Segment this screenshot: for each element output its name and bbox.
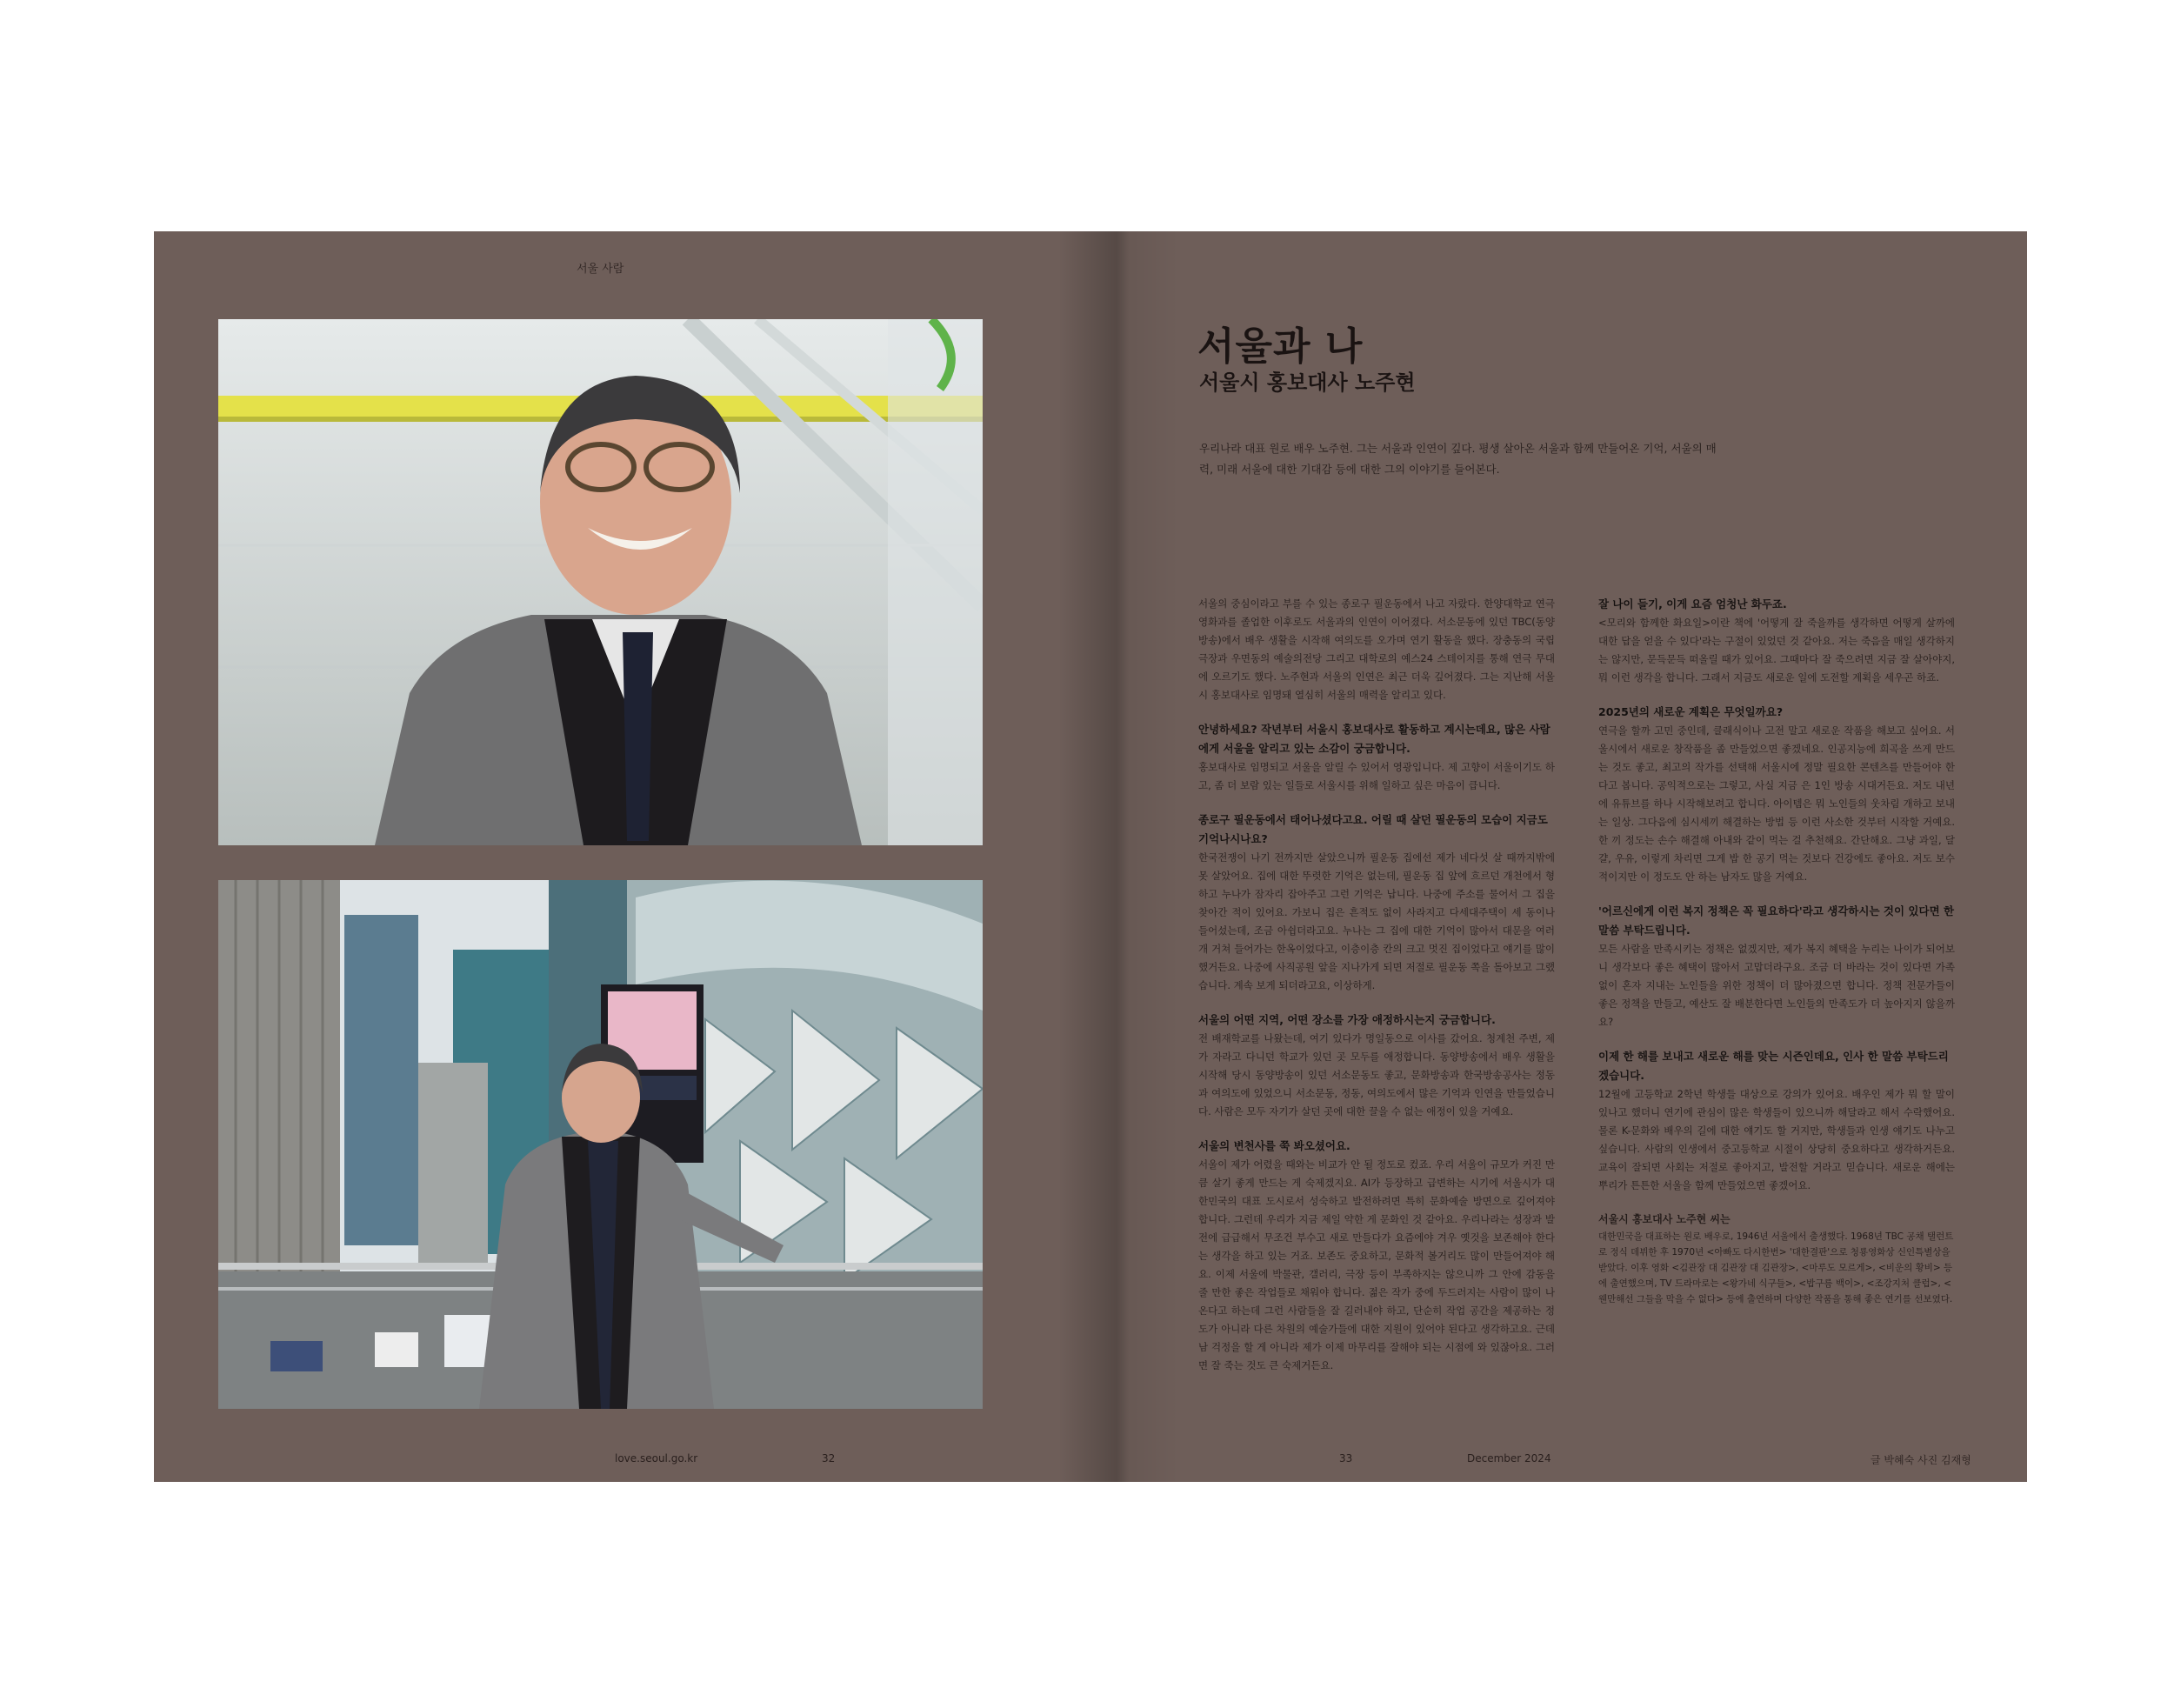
answer: 연극을 할까 고민 중인데, 클래식이나 고전 말고 새로운 작품을 해보고 싶어요. 서울시에서 새로운 창작품을 좀 만들었으면 좋겠네요. 인공지능에 희곡을 쓰게 만드는 것도 좋고, 최고의 작가를 선택해 서울시에 정말 필요한 콘텐츠를 만들어야 한다고 봅니다. 공익적으로는 그렇고, 사실 지금 은 1인 방송 시대거든요. 저도 내년에 유튜브를 하나 시작해보려고 합니다. 아이템은 뭐 노인들의 웃차림 개하고 보내는 일상. 그다음에 심시세끼 해결하는 방법 등 이런 사소한 것부터 시작할 거예요. 한 끼 정도는 손수 해결해 아내와 같이 먹는 걸 추천해요. 간단해요. 그냥 과일, 달걀, 우유, 이렇게 차리면 그게 밥 한 공기 먹는 것보다 건강에도 좋아요. 저도 보수적이지만 이 정도도 안 하는 남자도 많을 거예요.	[1598, 724, 1955, 883]
article-subtitle: 서울시 홍보대사 노주현	[1199, 370, 1416, 395]
bio-text: 대한민국을 대표하는 원로 배우로, 1946년 서울에서 출생했다. 1968년 TBC 공채 탤런트로 정식 데뷔한 후 1970년 <아빠도 다시한번> '대한결판'으로 청룡영화상 신인특별상을 받았다. 이후 영화 <김관장 대 김관장 대 김관장>, <마루도 모르게>, <비운의 황비> 등에 출연했으며, TV 드라마로는 <왕가네 식구들>, <밥구름 백이>, <조강지처 클럽>, <웬만해선 그들을 막을 수 없다> 등에 출연하며 다양한 작품을 통해 좋은 연기를 선보였다.	[1598, 1231, 1954, 1304]
question: 잘 나이 들기, 이게 요즘 엄청난 화두죠.	[1598, 597, 1787, 610]
question: 서울의 어떤 지역, 어떤 장소를 가장 애정하시는지 궁금합니다.	[1198, 1013, 1496, 1026]
credits: 글 박혜숙 사진 김재형	[1871, 1454, 1971, 1466]
page-number-right: 33	[1339, 1452, 1353, 1464]
question: 이제 한 해를 보내고 새로운 해를 맞는 시즌인데요, 인사 한 말씀 부탁드리겠습니다.	[1598, 1050, 1949, 1082]
article-title: 서울과 나	[1197, 324, 1364, 369]
answer: 한국전쟁이 나기 전까지만 살았으니까 필운동 집에선 제가 네다섯 살 때까지밖에 못 살았어요. 집에 대한 뚜렷한 기억은 없는데, 필운동 집 앞에 흐르던 개천에서 형하고 누나가 잠자리 잡아주고 그런 기억은 납니다. 나중에 주소를 물어서 그 집을 찾아간 적이 있어요. 가보니 집은 흔적도 없이 사라지고 다세대주택이 세 동이나 들어섰는데, 조금 아쉽더라고요. 누나는 그 집에 대한 기억이 많아서 대문을 여러 개 거쳐 들어가는 한옥이었다고, 이층이층 칸의 크고 멋진 집이었다고 얘기를 많이 했거든요. 나중에 사직공원 앞을 지나가게 되면 저절로 필운동 쪽을 돌아보고 그랬습니다. 계속 보게 되더라고요, 이상하게.	[1198, 851, 1555, 991]
question: 안녕하세요? 작년부터 서울시 홍보대사로 활동하고 계시는데요, 많은 사람에게 서울을 알리고 있는 소감이 궁금합니다.	[1198, 723, 1550, 755]
page-number-left: 32	[822, 1452, 836, 1464]
answer: 모든 사람을 만족시키는 정책은 없겠지만, 제가 복지 혜택을 누리는 나이가 되어보니 생각보다 좋은 혜택이 많아서 고맙더라구요. 조금 더 바라는 것이 있다면 가족 없이 혼자 지내는 노인들을 위한 정책이 더 많아졌으면 합니다. 정책 전문가들이 좋은 정책을 만들고, 예산도 잘 배분한다면 노인들의 만족도가 더 높아지지 않을까요?	[1598, 943, 1955, 1028]
intro-paragraph: 서울의 중심이라고 부를 수 있는 종로구 필운동에서 나고 자랐다. 한양대학교 연극영화과를 졸업한 이후로도 서울과의 인연이 이어졌다. 서소문동에 있던 TBC(동양방송)에서 배우 생활을 시작해 여의도를 오가며 연기 활동을 했다. 장충동의 국립극장과 우면동의 예술의전당 그리고 대학로의 예스24 스테이지를 통해 연극 무대에 오르기도 했다. 노주현과 서울의 인연은 최근 더욱 깊어졌다. 그는 지난해 서울시 홍보대사로 임명돼 열심히 서울의 매력을 알리고 있다.	[1198, 597, 1555, 701]
article-column-right	[1598, 595, 1955, 1307]
page-gutter	[1058, 231, 1180, 1482]
answer: 12월에 고등학교 2학년 학생들 대상으로 강의가 있어요. 배우인 제가 뭐 할 말이 있나고 했더니 연기에 관심이 많은 학생들이 있으니까 해달라고 해서 수락했어요. 물론 K-문화와 배우의 길에 대한 얘기도 할 거지만, 학생들과 인생 얘기도 나누고 싶습니다. 사람의 인생에서 중고등학교 시절이 상당히 중요하다고 생각하거든요. 교육이 잘되면 사회는 저절로 좋아지고, 발전할 거라고 믿습니다. 새로운 해에는 뿌리가 튼튼한 서울을 함께 만들었으면 좋겠어요.	[1598, 1088, 1955, 1191]
question: 2025년의 새로운 계획은 무엇일까요?	[1598, 705, 1784, 718]
magazine-spread	[154, 231, 2027, 1482]
article-column-left	[1198, 595, 1555, 1391]
answer: 홍보대사로 임명되고 서울을 알릴 수 있어서 영광입니다. 제 고향이 서울이기도 하고, 좀 더 보람 있는 일들로 서울시를 위해 일하고 싶은 마음이 큽니다.	[1198, 761, 1555, 791]
section-label: 서울 사람	[577, 263, 624, 276]
answer: <모리와 함께한 화요일>이란 책에 '어떻게 잘 죽을까를 생각하면 어떻게 살까에 대한 답을 얻을 수 있다'라는 구절이 있었던 것 같아요. 저는 죽음을 매일 생각하지는 않지만, 문득문득 떠올릴 때가 있어요. 그때마다 잘 죽으려면 지금 잘 살아야지, 뭐 이런 생각을 합니다. 그래서 지금도 새로운 일에 도전할 계획을 세우곤 하죠.	[1598, 617, 1955, 684]
footer-url: love.seoul.go.kr	[615, 1452, 698, 1464]
question: 종로구 필운동에서 태어나셨다고요. 어릴 때 살던 필운동의 모습이 지금도 기억나시나요?	[1198, 813, 1548, 845]
question: 서울의 변천사를 쭉 봐오셨어요.	[1198, 1139, 1350, 1152]
bio-title: 서울시 홍보대사 노주현 씨는	[1598, 1213, 1731, 1225]
interview-photo-portrait	[218, 319, 983, 845]
photo-city-illustration	[218, 880, 983, 1409]
answer: 서울이 제가 어렸을 때와는 비교가 안 될 정도로 컸죠. 우리 서울이 규모가 커진 만큼 살기 좋게 만드는 게 숙제겠지요. AI가 등장하고 급변하는 시기에 서울시가 대한민국의 대표 도시로서 성숙하고 발전하려면 특히 문화예술 방면으로 깊어져야 합니다. 그런데 우리가 지금 제일 약한 게 문화인 것 같아요. 우리나라는 성장과 발전에 급급해서 무조건 부수고 새로 만들다가 요즘에야 겨우 옛것을 보존해야 한다는 생각을 하고 있는 거죠. 보존도 중요하고, 문화적 볼거리도 많이 만들어져야 해요. 이제 서울에 박물관, 갤러리, 극장 등이 부족하지는 않으니까 그 안에 감동을 줄 만한 좋은 작업들로 채워야 합니다. 젊은 작가 중에 두드러지는 사람이 많이 나온다고 하는데 그런 사람들을 잘 길러내야 하고, 단순히 작업 공간을 제공하는 정도가 아니라 다른 차원의 예술가들에 대한 지원이 있어야 된다고 생각하고요. 근데 남 걱정을 할 게 아니라 제가 이제 마무리를 잘해야 되는 시점에 와 있잖아요. 그러면 잘 죽는 것도 큰 숙제거든요.	[1198, 1158, 1555, 1371]
question: '어르신에게 이런 복지 정책은 꼭 필요하다'라고 생각하시는 것이 있다면 한 말씀 부탁드립니다.	[1598, 904, 1955, 937]
issue-date: December 2024	[1467, 1452, 1551, 1464]
photo-portrait-illustration	[218, 319, 983, 845]
answer: 전 배재학교를 나왔는데, 여기 있다가 명일동으로 이사를 갔어요. 청계천 주변, 제가 자라고 다니던 학교가 있던 곳 모두를 애정합니다. 동양방송에서 배우 생활을 시작해 당시 동양방송이 있던 서소문동도 좋고, 문화방송과 한국방송공사는 정동과 여의도에 있었으니 서소문동, 정동, 여의도에서 많은 기억과 인연을 만들었습니다. 사람은 모두 자기가 살던 곳에 대한 끌을 수 없는 애정이 있을 거예요.	[1198, 1032, 1555, 1118]
interview-photo-city	[218, 880, 983, 1409]
article-lead: 우리나라 대표 원로 배우 노주현. 그는 서울과 인연이 깊다. 평생 살아온 서울과 함께 만들어온 기억, 서울의 매력, 미래 서울에 대한 기대감 등에 대한 그의 이야기를 들어본다.	[1199, 442, 1717, 476]
